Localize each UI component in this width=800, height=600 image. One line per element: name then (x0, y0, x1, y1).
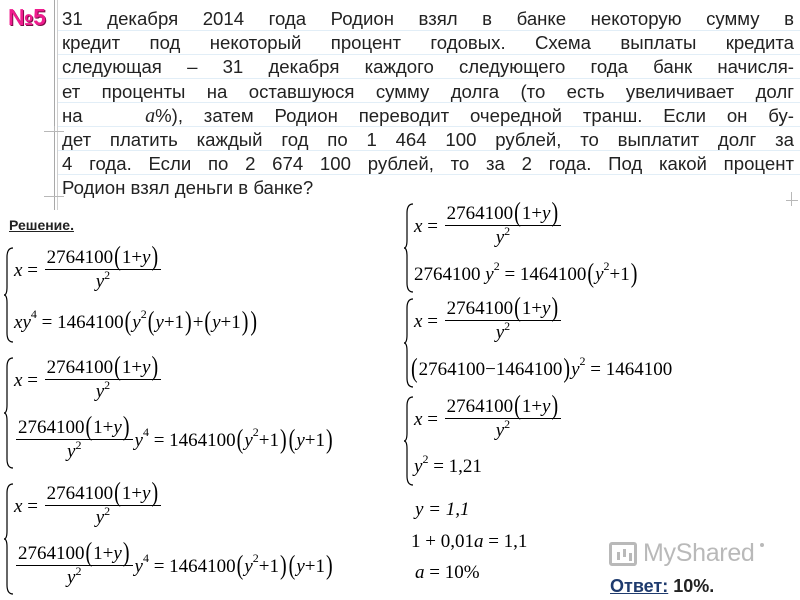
watermark-dot (760, 543, 764, 547)
equation-line: ( 2764100 − 1464100 ) y 2 = 1464100 (411, 353, 673, 384)
equation-line: $\frac{2764100(1+y)}{y^2}$ y 4 = 1464100 ( y 2 + 1 ) ( y + 1 ) (18, 411, 333, 462)
presentation-icon (609, 542, 637, 566)
problem-line: следующая – 31 декабря каждого следующего года банк начисля- (62, 56, 794, 78)
answer-value: 10%. (673, 576, 715, 596)
margin-line (57, 0, 58, 210)
variable-a: a (145, 104, 156, 127)
margin-line (54, 0, 55, 210)
equation-system-6 (404, 390, 604, 486)
brace-icon (404, 203, 414, 293)
brace-icon (4, 483, 14, 595)
equation-line: $\frac{2764100(1+y)}{y^2}$ y 4 = 1464100 ( y 2 + 1 ) ( y + 1 ) (18, 537, 333, 588)
problem-statement (62, 7, 794, 201)
problem-number-badge: №5 (8, 4, 46, 30)
solution-a-result: a = 10% (415, 562, 480, 583)
fraction: $\frac{2764100(1+y)}{y^2}$ (45, 247, 162, 294)
fraction: $\frac{2764100(1+y)}{y^2}$ (445, 396, 562, 443)
equation-system-3 (4, 477, 384, 595)
problem-line: кредит под некоторый процент годовых. Схема выплаты кредита (62, 32, 794, 54)
problem-line: ет проценты на оставшуюся сумму долга (то есть увеличивает долг (62, 80, 794, 102)
problem-line-part: %), затем Родион переводит очередной транш. Если он бу- (155, 104, 794, 126)
fraction: $\frac{2764100(1+y)}{y^2}$ (45, 357, 162, 404)
answer (610, 576, 714, 597)
margin-tick (44, 196, 64, 197)
equation-line: x = $\frac{2764100(1+y)}{y^2}$ (414, 203, 563, 250)
equation-line: 2764100 y 2 = 1464100 ( y 2 + 1 ) (414, 258, 638, 289)
margin-tick (54, 126, 55, 132)
brace-icon (4, 247, 14, 343)
problem-line-part: на (62, 104, 83, 126)
fraction: $\frac{2764100(1+y)}{y^2}$ (16, 417, 133, 464)
equation-line: x = $\frac{2764100(1+y)}{y^2}$ (414, 396, 563, 443)
equation-line: x = $\frac{2764100(1+y)}{y^2}$ (414, 298, 563, 345)
equation-system-2 (4, 351, 384, 469)
problem-line: дет платить каждый год по 1 464 100 рублей, то выплатит долг за (62, 129, 794, 151)
equation-system-1 (4, 241, 324, 343)
brace-icon (4, 357, 14, 469)
problem-line: Родион взял деньги в банке? (62, 177, 314, 199)
watermark-text: MyShared (643, 539, 755, 567)
fraction: $\frac{2764100(1+y)}{y^2}$ (445, 298, 562, 345)
equation-line: x = $\frac{2764100(1+y)}{y^2}$ (14, 483, 163, 530)
brace-icon (404, 396, 414, 486)
equation-system-4 (404, 197, 704, 293)
equation-line: y 2 = 1,21 (414, 451, 482, 477)
fraction: $\frac{2764100(1+y)}{y^2}$ (16, 543, 133, 590)
equation-system-5 (404, 292, 724, 388)
problem-line: 4 года. Если по 2 674 100 рублей, то за 2 года. Под какой процент (62, 153, 794, 175)
solution-a-equation: 1 + 0,01a = 1,1 (411, 531, 528, 552)
answer-label: Ответ: (610, 576, 669, 596)
watermark (609, 539, 755, 568)
fraction: $\frac{2764100(1+y)}{y^2}$ (45, 483, 162, 530)
solution-y: y = 1,1 (415, 499, 470, 520)
equation-line: x = $\frac{2764100(1+y)}{y^2}$ (14, 247, 163, 294)
problem-line: 31 декабря 2014 года Родион взял в банке некоторую сумму в (62, 8, 794, 29)
fraction: $\frac{2764100(1+y)}{y^2}$ (445, 203, 562, 250)
equation-line: x = $\frac{2764100(1+y)}{y^2}$ (14, 357, 163, 404)
problem-line-composite (62, 104, 794, 128)
solution-label: Решение. (9, 217, 74, 233)
equation-line: x y 4 = 1464100 ( y 2 ( y + 1 ) + ( y + 1 ) ) (14, 306, 258, 337)
